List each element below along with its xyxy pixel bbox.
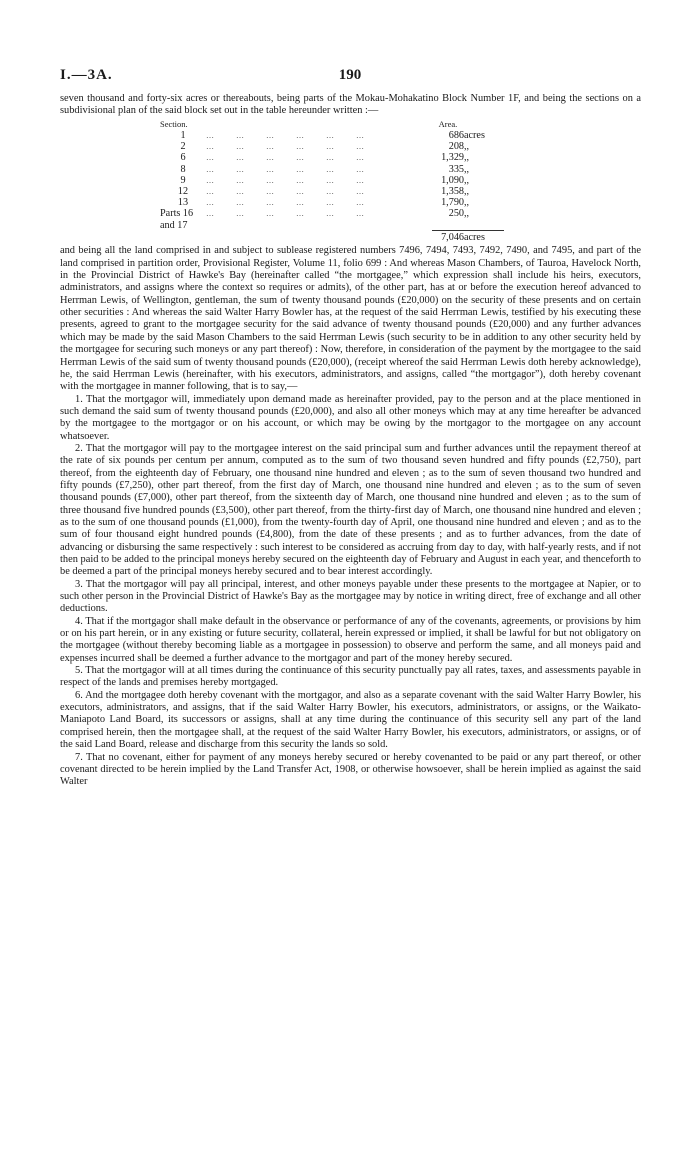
table-row [160, 208, 504, 230]
leader-dots: … … … … … … [206, 186, 365, 196]
clause-paragraph: 4. That if the mortgagor shall make default in the observance or performance of any of the covenants, agreements, or provisions by him or on his part herein, or in any existing or future security, collateral, herein expressed or implied, it shall be lawful for but not obligatory on the mortgagee (without thereby becoming liable as a mortgagee in possession) to observe and perform the same, and all moneys paid and expenses incurred shall be deemed a further advance to the mortgagor and part of the money hereby secured. [60, 615, 641, 664]
leader-dots: … … … … … … [206, 164, 365, 174]
clause-paragraph: 3. That the mortgagor will pay all principal, interest, and other moneys payable under these presents to the mortgagee at Napier, or to such other person in the Provincial District of Hawke's Bay as the mortgagee may by notice in writing direct, free of exchange and all other deductions. [60, 578, 641, 615]
clauses [60, 245, 641, 788]
total-area: 7,046 [441, 232, 464, 244]
section-cell: 6 [180, 152, 186, 164]
area-cell: 1,790 [441, 197, 464, 209]
clause-paragraph: 6. And the mortgagee doth hereby covenant with the mortgagor, and also as a separate covenant with the said Walter Harry Bowler, his executors, administrators, and assigns, that if the said Walter Harry Bowler, his executors, administrators, or assigns, or the Waikato-Maniapoto Land Board, its successors or assigns, shall at any time during the continuance of this security sell any part of the land comprised herein, then the mortgagee shall, at the request of the said Walter Harry Bowler, his executors, administrators, or assigns, or of the said Land Board, release and discharge from this security the lands so sold. [60, 689, 641, 751]
unit-cell: acres [464, 129, 485, 141]
section-cell: 12 [177, 185, 189, 197]
section-cell: 9 [180, 174, 186, 186]
area-cell: 335 [448, 163, 464, 175]
clause-paragraph: 2. That the mortgagor will pay to the mortgagee interest on the said principal sum and further advances until the repayment thereof at the rate of six pounds per centum per annum, computed as to the sum of two thousand seven hundred and fifty pounds (£2,750), part thereof, from the eighteenth day of February, one thousand nine hundred and eleven ; as to the sum of seven thousand two hundred and fifty pounds (£7,250), other part thereof, from the first day of March, one thousand nine hundred and eleven ; as to the sum of seven thousand pounds (£7,000), other part thereof, from the sixteenth day of March, one thousand nine hundred and eleven ; as to the sum of three thousand five hundred pounds (£3,500), other part thereof, from the thirty-first day of March, one thousand nine hundred and eleven ; as to the sum of one thousand pounds (£1,000), from the twenty-fourth day of April, one thousand nine hundred and eleven ; and as to the sum of four thousand eight hundred pounds (£4,800), from the date of these presents ; and as to further advances, from the date of advancing or disbursing the same respectively : such interest to be considered as accruing from day to day, with half-yearly rests, and if not then paid to be added to the principal moneys hereby secured on the eighteenth day of February and August in each year, and thenceforth to be deemed a part of the principal moneys hereby secured and to bear interest accordingly. [60, 442, 641, 578]
unit-cell: ,, [464, 174, 470, 186]
sections-table [160, 119, 504, 244]
area-cell: 1,329 [441, 152, 464, 164]
total-row [160, 232, 504, 243]
clause-paragraph: 1. That the mortgagor will, immediately upon demand made as hereinafter provided, pay to the person and at the place mentioned in such demand the said sum of twenty thousand pounds (£20,000), and also all other moneys which may at any time hereafter be advanced by the mortgagee to the mortgagor or on his account, or which may be owing by the mortgagor to the mortgagee on any account whatsoever. [60, 393, 641, 442]
unit-cell: ,, [464, 152, 470, 164]
clause-paragraph: 7. That no covenant, either for payment of any moneys hereby secured or hereby covenanted to be paid or any part thereof, or other covenant directed to be herein implied by the Land Transfer Act, 1908, or otherwise howsoever, shall be herein implied as against the said Walter [60, 751, 641, 788]
section-cell: 13 [177, 197, 189, 209]
leader-dots: … … … … … … [206, 153, 365, 163]
table-row [160, 152, 504, 163]
unit-cell: ,, [464, 197, 470, 209]
section-cell: 1 [180, 129, 186, 141]
unit-cell: ,, [464, 185, 470, 197]
table-row [160, 186, 504, 197]
leader-dots: … … … … … … [206, 198, 365, 208]
table-row [160, 130, 504, 141]
leader-dots: … … … … … … [206, 209, 365, 219]
page-number: 190 [338, 67, 362, 83]
table-header-row [160, 119, 504, 130]
table-row [160, 197, 504, 208]
table-row [160, 164, 504, 175]
area-cell: 1,358 [441, 185, 464, 197]
clause-paragraph: 5. That the mortgagor will at all times during the continuance of this security punctually pay all rates, taxes, and assessments payable in respect of the lands and premises hereby mortgaged. [60, 665, 641, 689]
leader-dots: … … … … … … [206, 142, 365, 152]
total-unit: acres [464, 232, 485, 244]
table-row [160, 175, 504, 186]
table-row [160, 141, 504, 152]
recital-paragraph: and being all the land comprised in and subject to sublease registered numbers 7496, 7494, 7493, 7492, 7490, and 7495, and part of the land comprised in partition order, Provisional Register, Volume 11, folio 699 : And whereas Mason Chambers, of Tauroa, Havelock North, in the Provincial District of Hawke's Bay (hereinafter called “the mortgagee,” which expression shall include his heirs, executors, administrators, and assigns where the context so requires or admits), of the other part, has at or before the execution hereof advanced to Herrman Lewis, of Wellington, gentleman, the sum of twenty thousand pounds (£20,000) on the security of these presents and on certain other securities : And whereas the said Walter Harry Bowler has, at the request of the said Herrman Lewis, testified by his executing these presents, agreed to grant to the mortgagee security for the said advance of twenty thousand pounds (£20,000) and any further advances which may be made by the said Mason Chambers to the said Herrman Lewis (such security to be in addition to any other security held by the mortgagee for securing such moneys or any part thereof) : Now, therefore, in consideration of the payment by the mortgagee to the said Herrman Lewis of the said sum of twenty thousand pounds (£20,000), (receipt whereof the said Herrman Lewis doth hereby acknowledge), he, the said Herrman Lewis (hereinafter, with his executors, administrators, and assigns, called “the mortgagor”), doth hereby covenant with the mortgagee in manner following, that is to say,— [60, 245, 641, 393]
area-cell: 250 [448, 208, 464, 220]
document-reference: I.—3A. [60, 67, 113, 83]
area-cell: 1,090 [441, 174, 464, 186]
document-body [60, 93, 641, 789]
area-cell: 686 [448, 129, 464, 141]
section-cell: 8 [180, 163, 186, 175]
unit-cell: ,, [464, 141, 470, 153]
unit-cell: ,, [464, 208, 470, 220]
section-cell: Parts 16 and 17 [160, 208, 194, 231]
section-column-header: Section. [160, 118, 188, 129]
area-column-header: Area. [438, 118, 458, 129]
area-cell: 208 [448, 141, 464, 153]
leader-dots: … … … … … … [206, 130, 365, 140]
section-cell: 2 [180, 141, 186, 153]
unit-cell: ,, [464, 163, 470, 175]
intro-paragraph: seven thousand and forty-six acres or thereabouts, being parts of the Mokau-Mohakatino Block Number 1F, and being the sections on a subdivisional plan of the said block set out in the table hereunder written :— [60, 93, 641, 117]
leader-dots: … … … … … … [206, 175, 365, 185]
